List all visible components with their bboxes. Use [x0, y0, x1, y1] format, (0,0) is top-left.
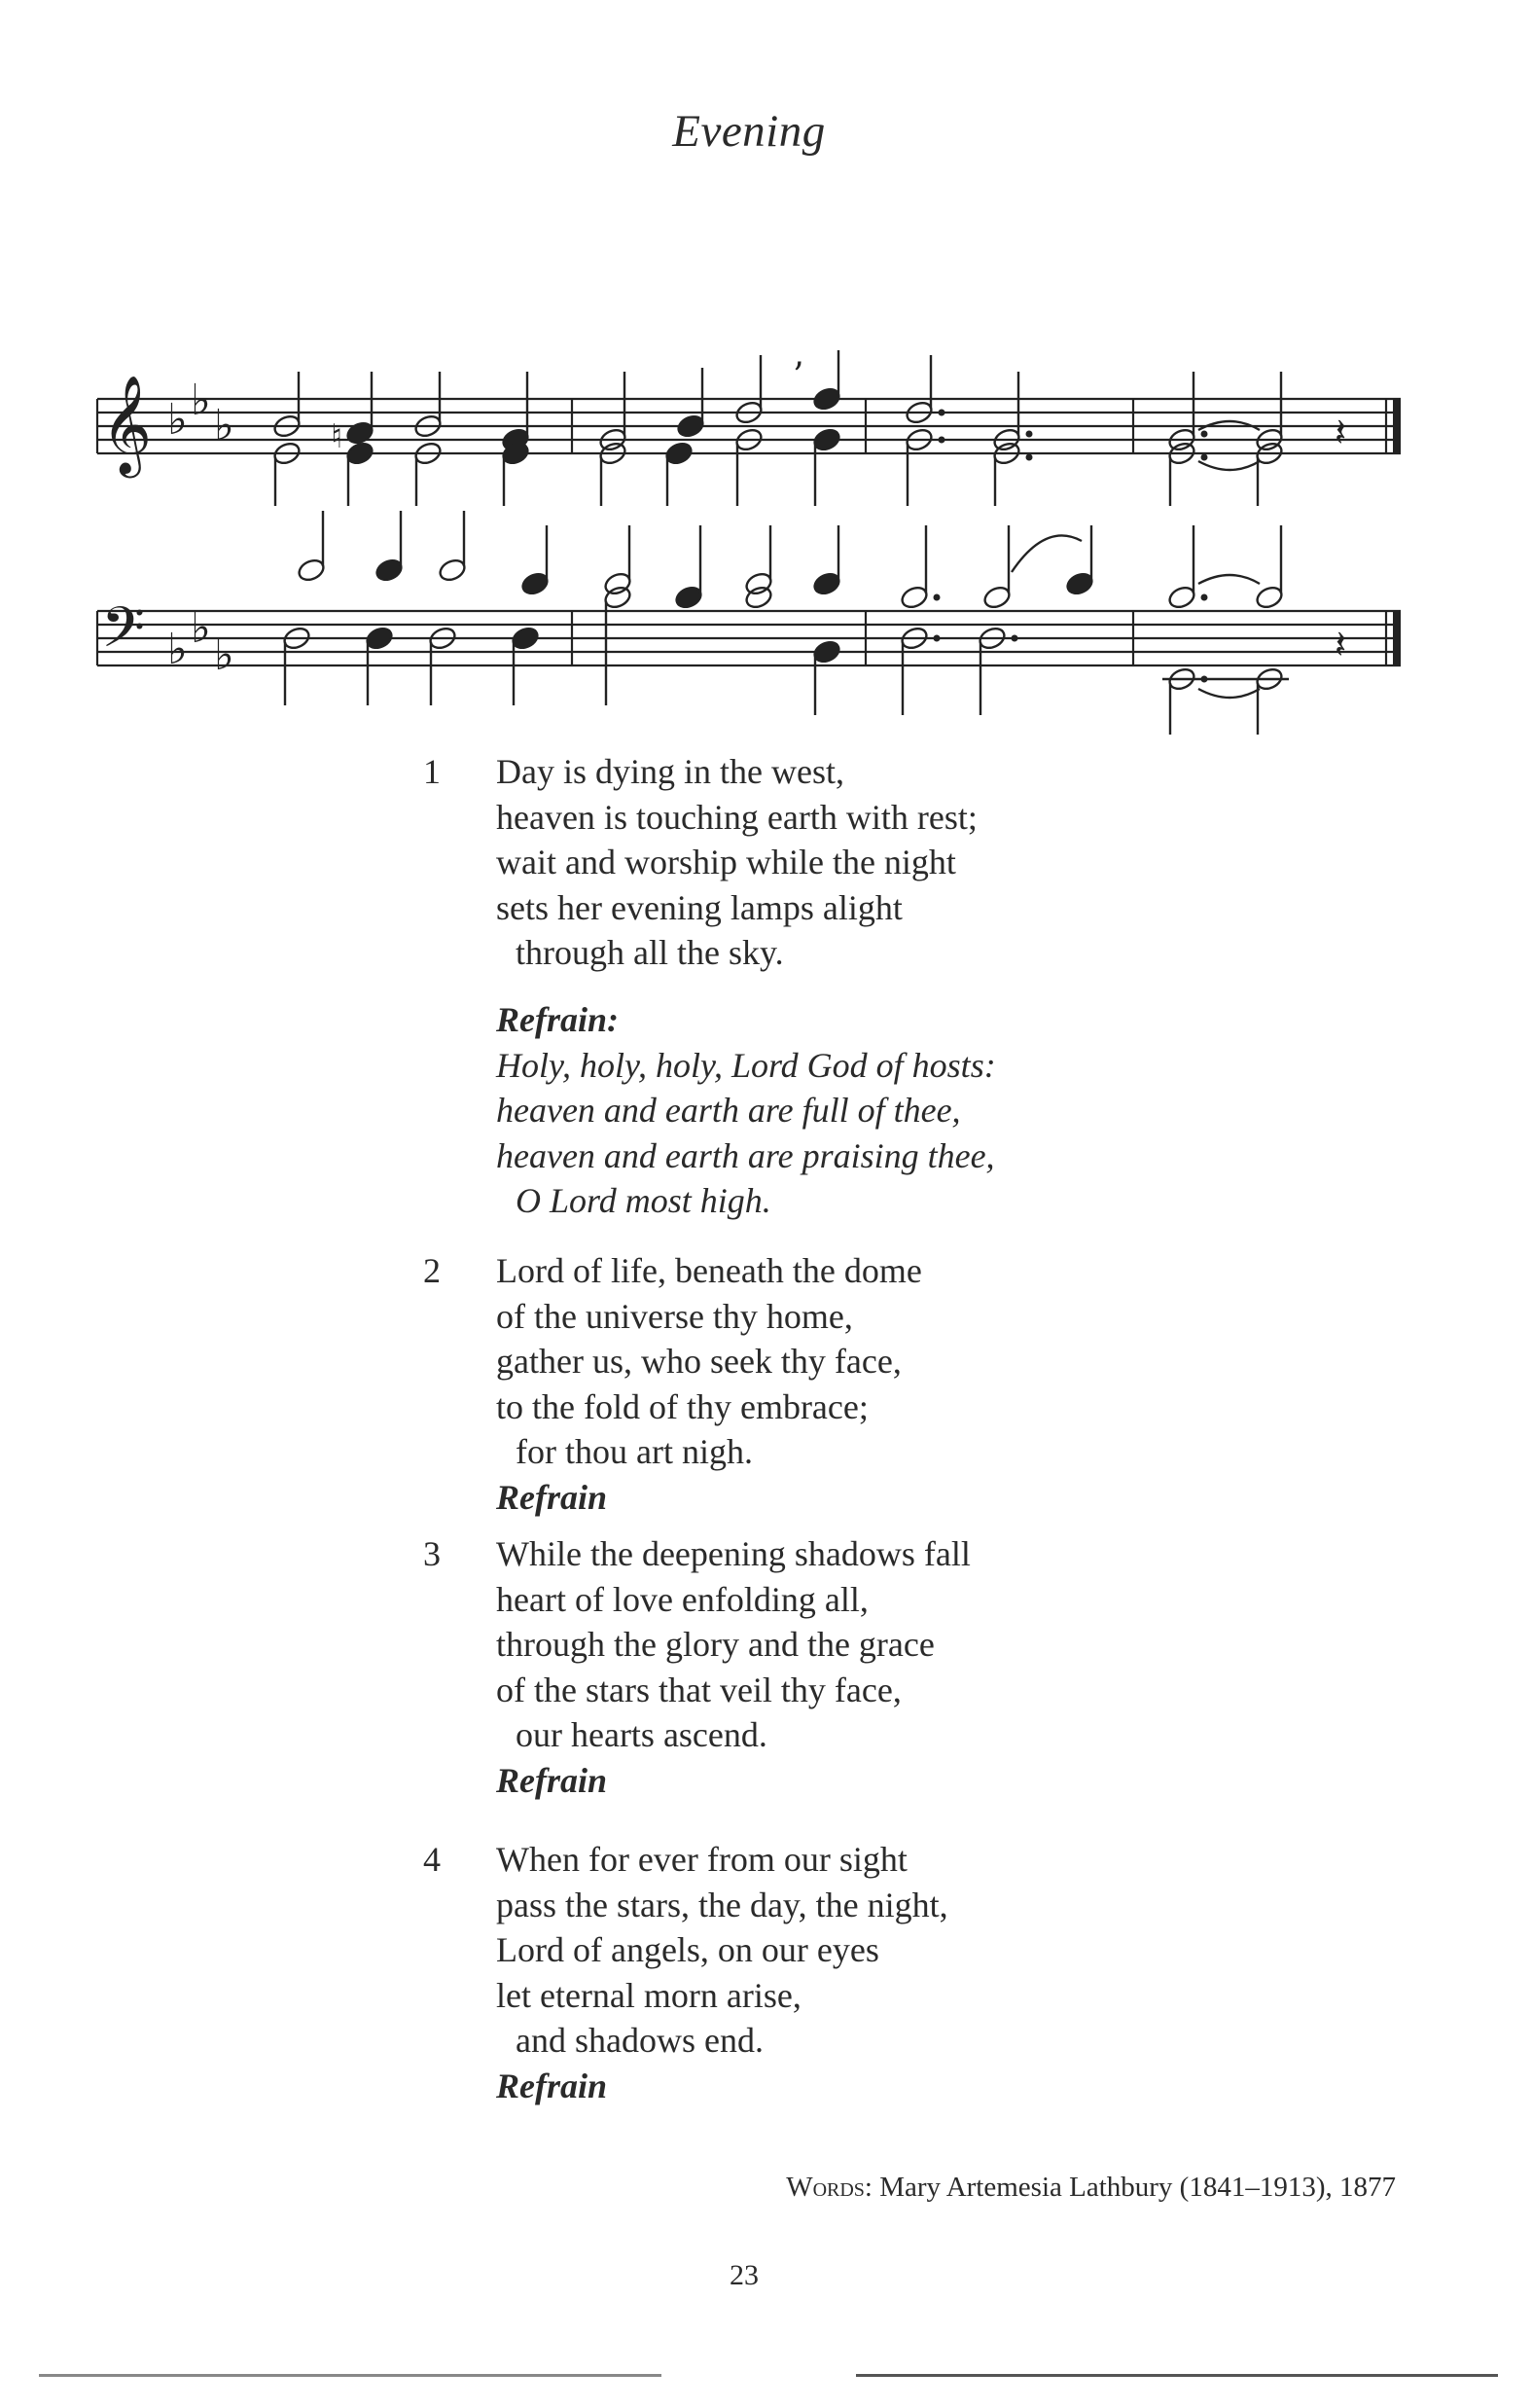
refrain-repeat: Refrain	[496, 1760, 608, 1800]
refrain-line: heaven and earth are full of thee,	[496, 1091, 961, 1130]
svg-text:𝄢: 𝄢	[101, 594, 146, 674]
svg-text:𝄽: 𝄽	[1335, 623, 1347, 667]
verse-line: wait and worship while the night	[496, 843, 956, 881]
bottom-rule	[39, 2374, 661, 2377]
svg-text:♭: ♭	[214, 630, 234, 680]
verse-line: Day is dying in the west,	[496, 752, 844, 791]
refrain-repeat: Refrain	[496, 1477, 608, 1517]
verse-line: When for ever from our sight	[496, 1840, 908, 1879]
verse-line: heart of love enfolding all,	[496, 1579, 869, 1619]
verse-line: let eternal morn arise,	[496, 1975, 802, 2015]
verse-number: 4	[423, 1840, 441, 1879]
verse-line: sets her evening lamps alight	[496, 887, 903, 927]
verse-line: through the glory and the grace	[496, 1625, 935, 1664]
refrain-line: heaven and earth are praising thee,	[496, 1135, 995, 1175]
refrain-line: O Lord most high.	[516, 1181, 771, 1220]
verse-line: of the universe thy home,	[496, 1296, 853, 1336]
verse-line: to the fold of thy embrace;	[496, 1386, 869, 1426]
bottom-rule	[856, 2374, 1498, 2377]
svg-text:♭: ♭	[167, 625, 188, 674]
verse-line: Lord of life, beneath the dome	[496, 1251, 922, 1290]
verse-line: Lord of angels, on our eyes	[496, 1930, 879, 1969]
svg-text:’: ’	[793, 356, 804, 396]
verse-number: 2	[423, 1251, 441, 1290]
verse-line: While the deepening shadows fall	[496, 1534, 971, 1573]
verse-line: gather us, who seek thy face,	[496, 1342, 902, 1381]
svg-text:♭: ♭	[214, 401, 234, 450]
verse-line: heaven is touching earth with rest;	[496, 797, 978, 837]
refrain-line: Holy, holy, holy, Lord God of hosts:	[496, 1045, 996, 1085]
svg-text:♭: ♭	[191, 376, 211, 425]
verse-number: 1	[423, 752, 441, 791]
music-score	[88, 350, 1430, 749]
page-number: 23	[730, 2259, 759, 2291]
svg-text:𝄞: 𝄞	[101, 374, 153, 474]
verse-line: and shadows end.	[516, 2021, 764, 2060]
verse-line: through all the sky.	[516, 933, 784, 972]
words-credit	[786, 2172, 1396, 2204]
verse-line: pass the stars, the day, the night,	[496, 1885, 948, 1924]
verse-line: of the stars that veil thy face,	[496, 1670, 902, 1709]
verse-line: for thou art nigh.	[516, 1432, 753, 1471]
svg-text:♭: ♭	[167, 395, 188, 445]
refrain-repeat: Refrain	[496, 2066, 608, 2105]
svg-text:♮: ♮	[331, 417, 343, 456]
credit-label: Words:	[786, 2172, 873, 2203]
hymn-title: Evening	[672, 106, 826, 157]
verse-number: 3	[423, 1534, 441, 1573]
refrain-heading: Refrain:	[496, 1000, 619, 1039]
verse-line: our hearts ascend.	[516, 1715, 767, 1754]
credit-text: Mary Artemesia Lathbury (1841–1913), 1877	[879, 2172, 1396, 2203]
svg-text:♭: ♭	[191, 603, 211, 653]
svg-text:𝄽: 𝄽	[1335, 411, 1347, 455]
